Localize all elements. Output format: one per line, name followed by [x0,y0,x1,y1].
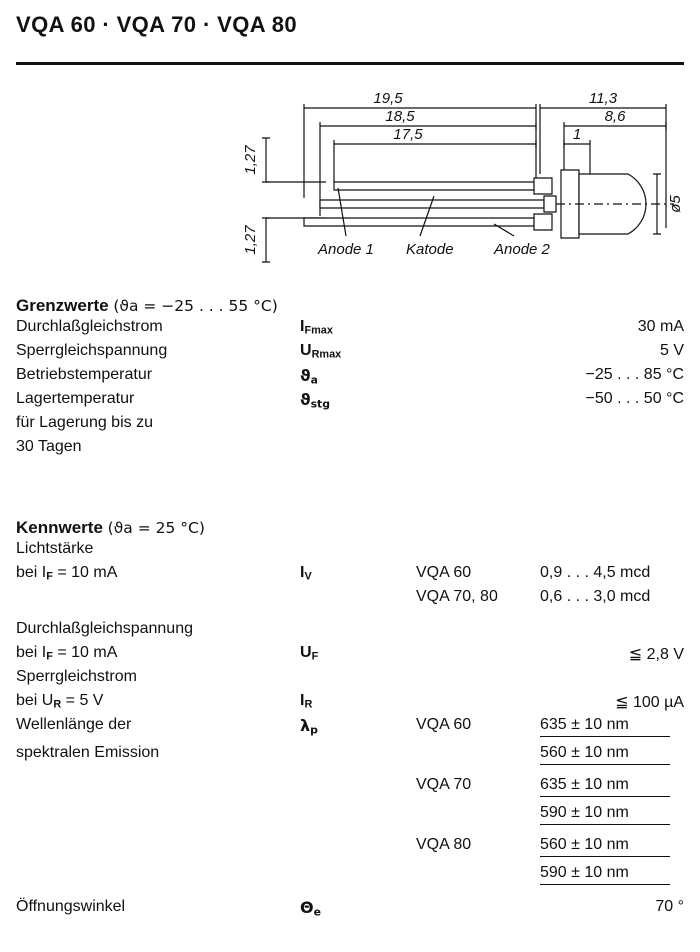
limits-heading [16,296,684,316]
title-divider [16,62,684,65]
forward-voltage-symbol: $U_F$ [300,644,319,663]
limits-row-0-value: 30 mA [637,318,684,335]
wavelength-row [16,864,684,898]
wavelength-row [16,744,684,776]
limits-note-line-1: für Lagerung bis zu [16,414,153,431]
reverse-current-symbol: $I_R$ [300,692,313,711]
page-title: VQA 60 · VQA 70 · VQA 80 [16,12,298,37]
luminous-name-line-1: Lichtstärke [16,540,94,557]
luminous-value-1: 0,6 . . . 3,0 mcd [540,588,651,605]
luminous-type-1: VQA 70, 80 [416,588,498,605]
limits-row-2-name: Betriebstemperatur [16,366,153,383]
label-anode-2: Anode 2 [494,241,550,258]
dim-18-5: 18,5 [385,108,415,125]
luminous-row [16,564,684,588]
dim-11-3: 11,3 [588,90,618,107]
limits-section [16,296,684,462]
luminous-name-line-2: bei $I_F = 10$ mA [16,564,118,583]
characteristics-heading [16,518,684,538]
dim-diameter: ø5 [667,195,684,213]
wavelength-value-1-1: 590 ± 10 nm [540,804,670,825]
wavelength-row [16,716,684,744]
table-row [16,318,684,342]
package-outline-drawing [16,78,684,286]
wavelength-name-line-2: spektralen Emission [16,744,160,761]
wavelength-value-2-0: 560 ± 10 nm [540,836,670,857]
limits-row-1-symbol: $U_{Rmax}$ [300,342,342,361]
dim-19-5: 19,5 [373,90,403,107]
beam-angle-name: Öffnungswinkel [16,898,126,915]
luminous-value-0: 0,9 . . . 4,5 mcd [540,564,651,581]
table-row [16,366,684,390]
beam-angle-symbol: $\Theta_e$ [300,898,321,919]
forward-voltage-name-line-1: Durchlaßgleichspannung [16,620,193,637]
beam-angle-row [16,898,684,922]
dim-1-27-top: 1,27 [242,145,259,175]
reverse-current-row [16,692,684,716]
limits-row-2-symbol: $ϑ_a$ [300,366,318,387]
wavelength-row [16,836,684,864]
dim-8-6: 8,6 [604,108,626,125]
limits-condition: (ϑa = −25 . . . 55 °C) [113,297,278,315]
beam-angle-value: 70 ° [655,898,684,915]
table-row [16,342,684,366]
luminous-row [16,588,684,620]
table-row [16,390,684,414]
wavelength-value-0-0: 635 ± 10 nm [540,716,670,737]
luminous-symbol: $I_V$ [300,564,312,583]
limits-row-3-symbol: $ϑ_{stg}$ [300,390,331,411]
limits-row-1-name: Sperrgleichspannung [16,342,168,359]
wavelength-type-0: VQA 60 [416,716,472,733]
dim-17-5: 17,5 [393,126,423,143]
characteristics-heading-text: Kennwerte [16,518,103,537]
wavelength-name-line-1: Wellenlänge der [16,716,132,733]
label-katode: Katode [406,241,454,258]
characteristics-section [16,518,684,922]
wavelength-value-2-1: 590 ± 10 nm [540,864,670,885]
wavelength-row [16,776,684,804]
wavelength-type-2: VQA 80 [416,836,472,853]
label-anode-1: Anode 1 [318,241,374,258]
limits-heading-text: Grenzwerte [16,296,109,315]
limits-note-line-2: 30 Tagen [16,438,82,455]
limits-row-1-value: 5 V [659,342,684,359]
wavelength-value-0-1: 560 ± 10 nm [540,744,670,765]
limits-row-3-name: Lagertemperatur [16,390,135,407]
forward-voltage-name-line-2: bei $I_F = 10$ mA [16,644,118,663]
limits-row-3-value: −50 . . . 50 °C [585,390,684,407]
forward-voltage-value: ≦ 2,8 V [628,646,684,663]
reverse-current-value: ≦ 100 µA [615,694,684,711]
characteristics-condition: (ϑa = 25 °C) [107,519,205,537]
dim-1: 1 [572,126,582,143]
luminous-type-0: VQA 60 [416,564,472,581]
dim-1-27-bottom: 1,27 [242,225,259,255]
wavelength-symbol: $\lambda_p$ [300,716,318,737]
reverse-current-name-line-2: bei $U_R = 5$ V [16,692,104,711]
limits-row-0-name: Durchlaßgleichstrom [16,318,163,335]
limits-row-2-value: −25 . . . 85 °C [585,366,684,383]
forward-voltage-row [16,644,684,668]
reverse-current-name-line-1: Sperrgleichstrom [16,668,137,685]
limits-row-0-symbol: $I_{Fmax}$ [300,318,333,337]
wavelength-row [16,804,684,836]
wavelength-type-1: VQA 70 [416,776,472,793]
wavelength-value-1-0: 635 ± 10 nm [540,776,670,797]
